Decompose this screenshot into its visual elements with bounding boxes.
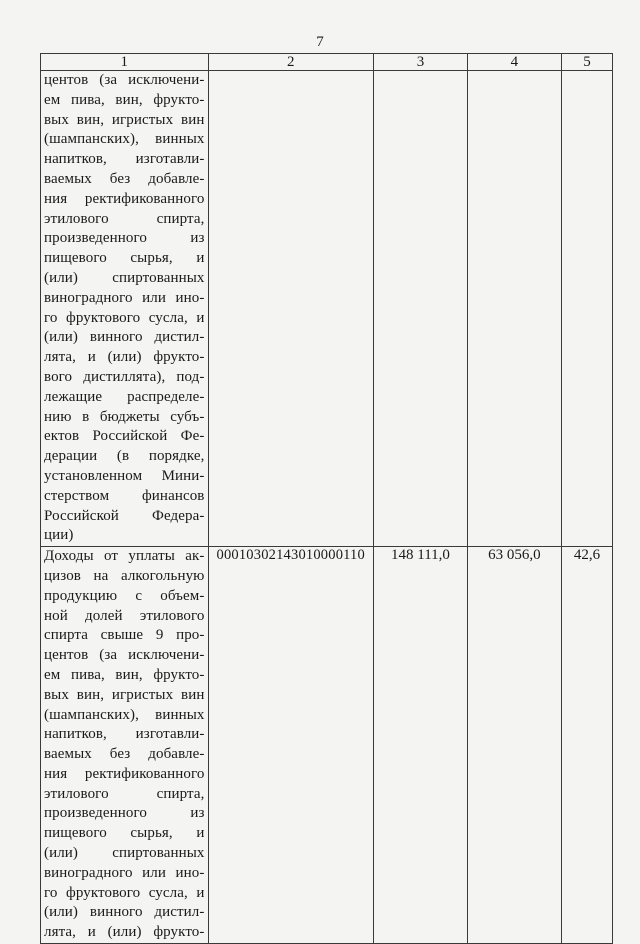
description-line: этилового спирта, xyxy=(44,785,205,802)
description-line: цизов на алкогольную xyxy=(44,567,205,584)
description-line: лежащие распределе- xyxy=(44,388,205,405)
header-row xyxy=(41,54,613,71)
table-row xyxy=(41,547,613,944)
description-line: лята, и (или) фрукто- xyxy=(44,349,205,366)
row-col-3 xyxy=(373,71,467,547)
description-line: лята, и (или) фрукто- xyxy=(44,924,205,941)
description-line: напитков, изготавли- xyxy=(44,726,205,743)
description-line: (или) винного дистил- xyxy=(44,329,205,346)
row-code xyxy=(208,71,373,547)
description-line: (или) спиртованных xyxy=(44,845,205,862)
description-line: ем пива, вин, фрукто- xyxy=(44,666,205,683)
description-line: ем пива, вин, фрукто- xyxy=(44,91,205,108)
description-line: вого дистиллята), под- xyxy=(44,368,205,385)
description-line: ния ректификованного xyxy=(44,765,205,782)
description-line: пищевого сырья, и xyxy=(44,250,205,267)
description-line: нию в бюджеты субъ- xyxy=(44,408,205,425)
description-line: этилового спирта, xyxy=(44,210,205,227)
description-line: дерации (в порядке, xyxy=(44,448,205,465)
description-line: ектов Российской Фе- xyxy=(44,428,205,445)
description-line: центов (за исключени- xyxy=(44,647,205,664)
description-line: го фруктового сусла, и xyxy=(44,884,205,901)
description-line: Российской Федера- xyxy=(44,507,205,524)
budget-table xyxy=(40,53,613,944)
header-col-5: 5 xyxy=(561,54,612,71)
row-col-5 xyxy=(561,71,612,547)
row-col-4 xyxy=(467,71,561,547)
description-line: спирта свыше 9 про- xyxy=(44,627,205,644)
description-line: ваемых без добавле- xyxy=(44,170,205,187)
description-line: ваемых без добавле- xyxy=(44,746,205,763)
row-col-5: 42,6 xyxy=(561,547,612,944)
header-col-3: 3 xyxy=(373,54,467,71)
description-line: ния ректификованного xyxy=(44,190,205,207)
description-line: го фруктового сусла, и xyxy=(44,309,205,326)
row-description xyxy=(41,71,209,547)
description-line: виноградного или ино- xyxy=(44,289,205,306)
row-col-4: 63 056,0 xyxy=(467,547,561,944)
description-line: ции) xyxy=(44,527,74,544)
description-line: (или) спиртованных xyxy=(44,269,205,286)
description-line: вых вин, игристых вин xyxy=(44,111,205,128)
description-line: продукцию с объем- xyxy=(44,587,205,604)
page-number: 7 xyxy=(316,34,324,50)
description-line: стерством финансов xyxy=(44,487,205,504)
header-col-4: 4 xyxy=(467,54,561,71)
row-col-3: 148 111,0 xyxy=(373,547,467,944)
description-line: Доходы от уплаты ак- xyxy=(44,548,205,565)
description-line: произведенного из xyxy=(44,230,205,247)
description-line: виноградного или ино- xyxy=(44,864,205,881)
description-line: ной долей этилового xyxy=(44,607,205,624)
header-col-1: 1 xyxy=(41,54,209,71)
description-line: центов (за исключени- xyxy=(44,72,205,88)
description-line: напитков, изготавли- xyxy=(44,151,205,168)
table-row xyxy=(41,71,613,547)
row-description xyxy=(41,547,209,944)
description-line: (или) винного дистил- xyxy=(44,904,205,921)
description-line: (шампанских), винных xyxy=(44,706,205,723)
description-line: пищевого сырья, и xyxy=(44,825,205,842)
description-line: (шампанских), винных xyxy=(44,131,205,148)
description-line: произведенного из xyxy=(44,805,205,822)
description-line: установленном Мини- xyxy=(44,467,205,484)
row-code: 00010302143010000110 xyxy=(208,547,373,944)
description-line: вых вин, игристых вин xyxy=(44,686,205,703)
header-col-2: 2 xyxy=(208,54,373,71)
